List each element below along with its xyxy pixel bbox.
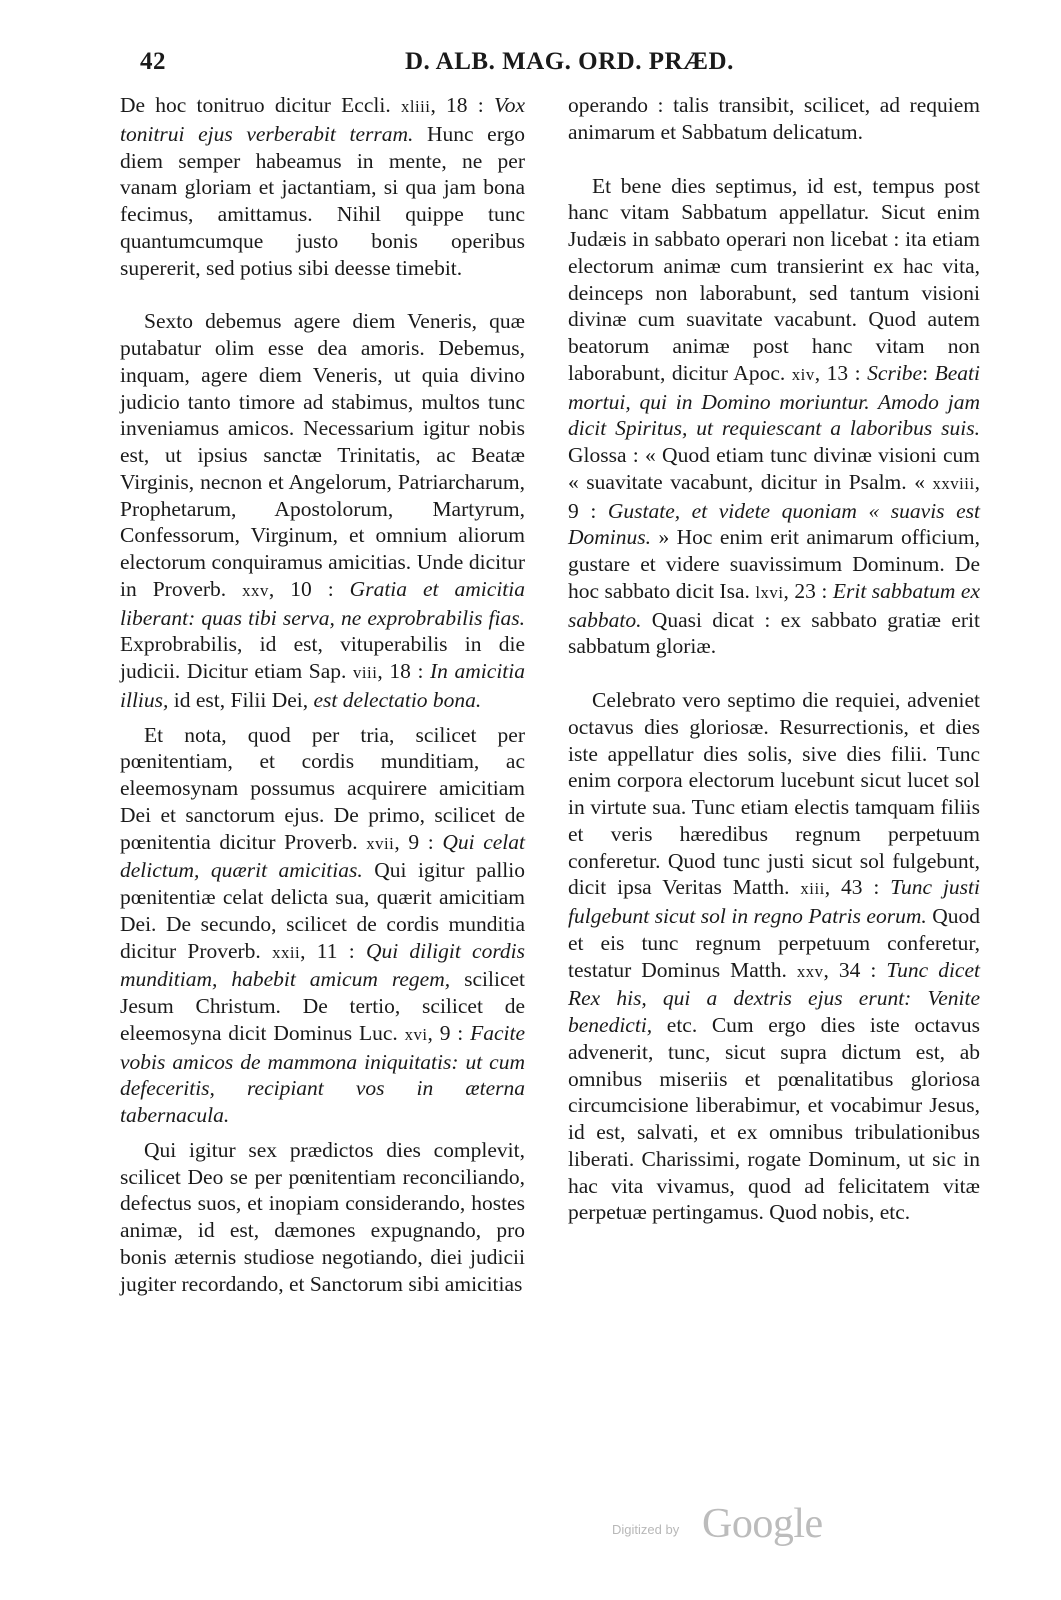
paragraph: Et bene dies septimus, id est, tempus post hanc vitam Sabbatum appellatur. Sicut enim Judæis in sabbato operari non licebat : ita etiam electorum animæ cum transierint ex hac vita, deinceps non laborabunt, sed tantum visioni divinæ cum suavitate vacabunt. Quod autem beatorum animæ post hanc vitam non laborabunt, dicitur Apoc. xiv, 13 : Scribe: Beati mortui, qui in Domino moriuntur. Amodo jam dicit Spiritus, ut requiescant a laboribus suis. Glossa : « Quod etiam tunc divinæ visioni cum « suavitate vacabunt, dicitur in Psalm. « xxviii, 9 : Gustate, et videte quoniam « suavis est Dominus. » Hoc enim erit animarum officium, gustare et videre suavissimum Dominum. De hoc sabbato dicit Isa. lxvi, 23 : Erit sabbatum ex sabbato. Quasi dicat : ex sabbato gratiæ erit sabbatum gloriæ. — [568, 173, 980, 659]
paragraph: Sexto debemus agere diem Veneris, quæ putabatur olim esse dea amoris. Debemus, inquam, agere diem Veneris, ut quia divino judicio tanto timore ad stabimus, multos tunc inveniamus amicos. Necessarium igitur nobis est, ut ipsius sanctæ Trinitatis, ac Beatæ Virginis, necnon et Angelorum, Patriarcharum, Prophetarum, Apostolorum, Martyrum, Confessorum, Virginum, et omnium aliorum electorum conquiramus amicitias. Unde dicitur in Proverb. xxv, 10 : Gratia et amicitia liberant: quas tibi serva, ne exprobrabilis fias. Exprobrabilis, id est, vituperabilis in die judicii. Dicitur etiam Sap. viii, 18 : In amicitia illius, id est, Filii Dei, est delectatio bona. — [120, 309, 525, 712]
digitized-watermark — [612, 1500, 852, 1550]
running-title: D. ALB. MAG. ORD. PRÆD. — [405, 48, 734, 75]
paragraph: De hoc tonitruo dicitur Eccli. xliii, 18 : Vox tonitrui ejus verberabit terram. Hunc ergo diem semper habeamus in mente, ne per vanam gloriam et jactantiam, si qua jam bona fecimus, amittamus. Nihil quippe tunc quantumcumque justo bonis operibus supererit, sed potius sibi deesse timebit. — [120, 93, 525, 280]
page-number: 42 — [140, 48, 166, 75]
paragraph: operando : talis transibit, scilicet, ad requiem animarum et Sabbatum delicatum. — [568, 93, 980, 144]
right-column — [568, 92, 980, 1226]
digitized-by-label: Digitized by — [612, 1522, 680, 1537]
paragraph: Qui igitur sex prædictos dies complevit, scilicet Deo se per pœnitentiam reconciliando, defectus suos, et inopiam considerando, hostes animæ, id est, dæmones expugnando, pro bonis æternis studiose negotiando, diei judicii jugiter recordando, et Sanctorum sibi amicitias — [120, 1137, 525, 1296]
page-header — [140, 48, 990, 82]
paragraph: Celebrato vero septimo die requiei, adveniet octavus dies gloriosæ. Resurrectionis, et dies iste appellatur dies solis, sive dies filii. Tunc enim corpora electorum lucebunt sicut lucet sol in virtute sua. Tunc etiam electis tamquam filiis et veris hæredibus regnum perpetuum conferetur. Quod tunc justi sicut sol fulgebunt, dicit ipsa Veritas Matth. xiii, 43 : Tunc justi fulgebunt sicut sol in regno Patris eorum. Quod et eis tunc regnum perpetuum conferetur, testatur Dominus Matth. xxv, 34 : Tunc dicet Rex his, qui a dextris ejus erunt: Venite benedicti, etc. Cum ergo dies iste octavus advenerit, tunc, sicut supra dictum est, ab omnibus miseriis et pœnalitatibus gloriosa circumcisione liberabimur, et vocabimur Jesus, id est, salvati, et ex omnibus tribulationibus liberati. Charissimi, rogate Dominum, ut sic in hac vita vivamus, quod ad felicitatem vitæ perpetuæ pertingamus. Quod nobis, etc. — [568, 688, 981, 1225]
paragraph: Et nota, quod per tria, scilicet per pœnitentiam, et cordis munditiam, ac eleemosynam possumus acquirere amicitiam Dei et sanctorum ejus. De primo, scilicet de pœnitentia dicitur Proverb. xvii, 9 : Qui celat delictum, quærit amicitias. Qui igitur pallio pœnitentiæ celat delicta sua, quærit amicitiam Dei. De secundo, scilicet de cordis munditia dicitur Proverb. xxii, 11 : Qui diligit cordis munditiam, habebit amicum regem, scilicet Jesum Christum. De tertio, scilicet de eleemosyna dicit Dominus Luc. xvi, 9 : Facite vobis amicos de mammona iniquitatis: ut cum defeceritis, recipiant vos in æterna tabernacula. — [120, 722, 526, 1127]
google-logo: Google — [702, 1501, 823, 1547]
left-column — [120, 92, 525, 1297]
